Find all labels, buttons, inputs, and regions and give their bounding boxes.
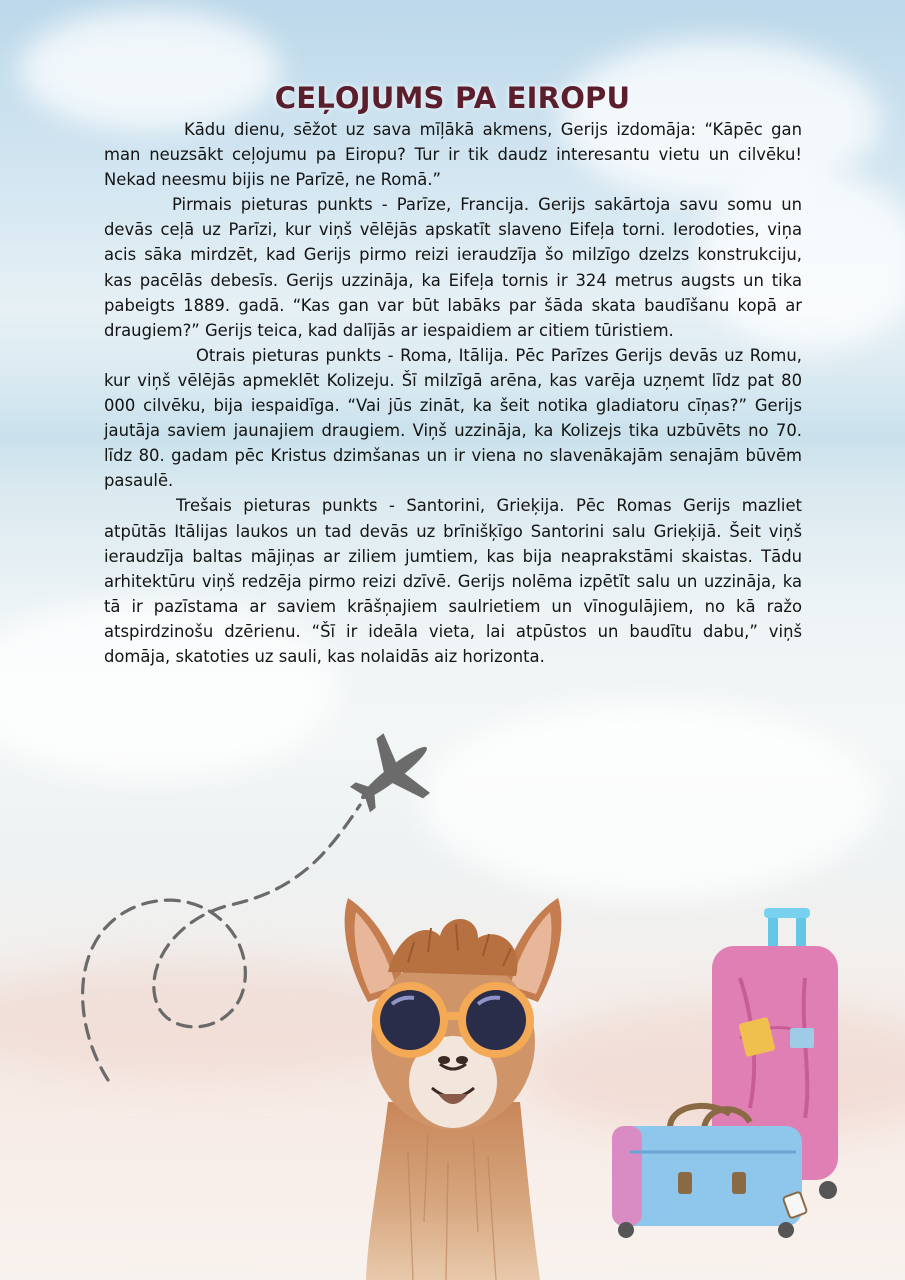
paragraph-intro: Kādu dienu, sēžot uz sava mīļākā akmens, Gerijs izdomāja: “Kāpēc gan man neuzsākt ceļojumu pa Eiropu? Tur ir tik daudz interesantu vietu un cilvēku! Nekad neesmu bijis ne Parīzē, ne Romā.” — [104, 120, 802, 190]
paragraph-rome: Otrais pieturas punkts - Roma, Itālija. Pēc Parīzes Gerijs devās uz Romu, kur viņš vēlējās apmeklēt Kolizeju. Šī milzīgā arēna, kas varēja uzņemt līdz pat 80 000 cilvēku, bija iespaidīga. “Vai jūs zināt, ka šeit notika gladiatoru cīņas?” Gerijs jautāja saviem jaunajiem draugiem. Viņš uzzināja, ka Kolizejs tika uzbūvēts no 70. līdz 80. gadam pēc Kristus dzimšanas un ir viena no slavenākajām senajām būvēm pasaulē. — [104, 345, 802, 491]
story-text — [104, 117, 802, 669]
paragraph-santorini: Trešais pieturas punkts - Santorini, Grieķija. Pēc Romas Gerijs mazliet atpūtās Itālijas laukos un tad devās uz brīnišķīgo Santorini salu Grieķijā. Šeit viņš ieraudzīja baltas mājiņas ar ziliem jumtiem, kas bija neaprakstāmi skaistas. Tādu arhitektūru viņš redzēja pirmo reizi dzīvē. Gerijs nolēma izpētīt salu un uzzināja, ka tā ir pazīstama ar saviem krāšņajiem saulrietiem un vīnogulājiem, no kā ražo atspirdzinošu dzērienu. “Šī ir ideāla vieta, lai atpūstos un baudītu dabu,” viņš domāja, skatoties uz sauli, kas nolaidās aiz horizonta. — [104, 496, 802, 666]
cloud-decoration — [420, 700, 880, 900]
page-title: CEĻOJUMS PA EIROPU — [274, 81, 631, 116]
suitcases — [600, 908, 860, 1248]
airplane-icon — [346, 728, 442, 818]
paragraph-paris: Pirmais pieturas punkts - Parīze, Francija. Gerijs sakārtoja savu somu un devās ceļā uz Parīzi, kur viņš vēlējās apskatīt slaveno Eifeļa torni. Ierodoties, viņa acis sāka mirdzēt, kad Gerijs pirmo reizi ieraudzīja šo milzīgo dzelzs konstrukciju, kas pacēlās debesīs. Gerijs uzzināja, ka Eifeļa tornis ir 324 metrus augsts un tika pabeigts 1889. gadā. “Kas gan var būt labāks par šāda skata baudīšanu kopā ar draugiem?” Gerijs teica, kad dalījās ar iespaidiem ar citiem tūristiem. — [104, 195, 802, 340]
llama-with-sunglasses — [328, 892, 578, 1280]
